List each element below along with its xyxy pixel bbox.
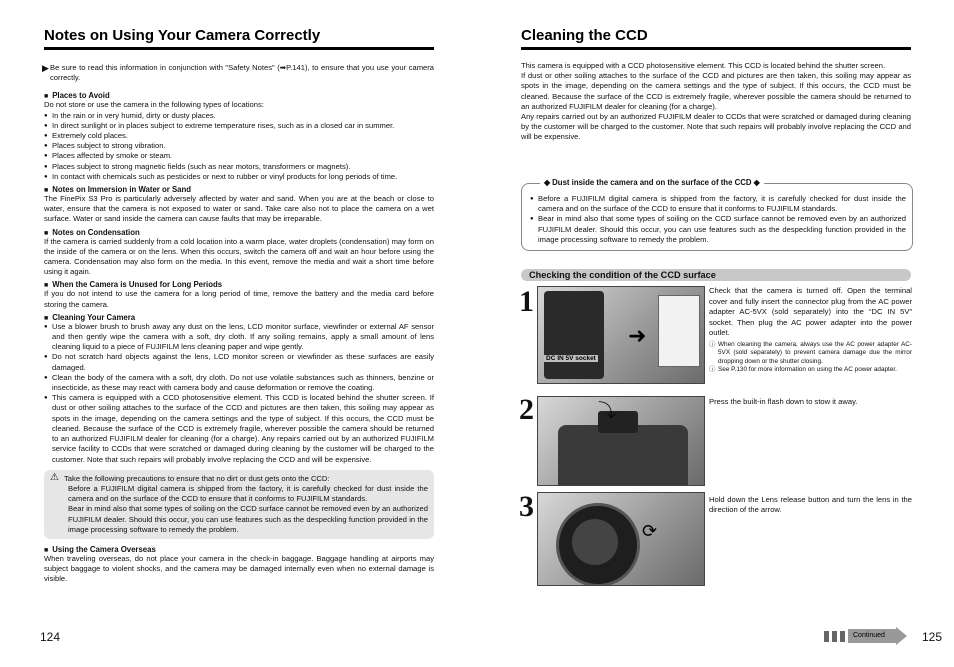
arrow-right-icon: ➜ — [628, 323, 647, 348]
caution-item: Before a FUJIFILM digital camera is shipped from the factory, it is carefully checked for dust inside the camera and on the surface of the CCD to ensure that it conforms to FUJIFILM standards. — [68, 483, 428, 504]
overseas-heading: ■ Using the Camera Overseas — [44, 545, 434, 554]
list-item: ● Places affected by smoke or steam. — [44, 151, 434, 161]
step-number: 2 — [519, 393, 534, 426]
diamond-icon: ◆ — [751, 178, 760, 187]
step1-note — [709, 341, 912, 366]
continued-text: Continued — [853, 632, 885, 639]
unused-heading: ■ When the Camera is Unused for Long Periods — [44, 280, 434, 289]
step1-note-text: See P.130 for more information on using the AC power adapter. — [718, 366, 897, 374]
step1-photo — [537, 286, 705, 384]
immersion-text: The FinePix S3 Pro is particularly adversely affected by water and sand. When you are at the beach or close to water, ensure that the camera is not exposed to water or sand. Take care also not to place the camera on a wet surface. Water or sand inside the camera can cause faults that may be irreparable. — [44, 194, 434, 224]
unused-text: If you do not intend to use the camera for a long period of time, remove the battery and the media card before storing the camera. — [44, 289, 434, 309]
step-number: 3 — [519, 490, 534, 523]
ccd-paragraph-2: If dust or other soiling attaches to the surface of the CCD and pictures are then taken, this soiling may appear as spots in the image, depending on the camera settings and the type of subject. If this occurs, the CCD must be cleaned. Because the surface of the CCD is extremely fragile, wherever possible the camera should be returned to an authorized FUJIFILM dealer for cleaning (for a charge). — [521, 71, 911, 111]
dust-heading — [540, 178, 764, 187]
left-title-rule — [44, 47, 434, 50]
arrow-icon: ▶ — [42, 63, 49, 73]
left-column — [44, 63, 434, 585]
arrow-rotate-icon: ⟳ — [642, 521, 658, 541]
dust-box — [521, 178, 913, 251]
caution-lead — [50, 471, 428, 484]
places-text: Do not store or use the camera in the following types of locations: — [44, 100, 264, 110]
dust-heading-text: Dust inside the camera and on the surface of the CCD — [552, 178, 752, 187]
step-number: 1 — [519, 285, 534, 318]
ccd-paragraph-1: This camera is equipped with a CCD photosensitive element. This CCD is located behind the shutter screen. — [521, 61, 886, 70]
lens-glass-shape — [572, 519, 618, 565]
camera-body-shape — [544, 291, 604, 379]
list-item: ● Clean the body of the camera with a soft, dry cloth. Do not use volatile substances such as thinners, benzine or insecticide, as these may react with camera body and cause deformation or remove the coating. — [44, 373, 434, 393]
step1-content — [709, 286, 912, 375]
intro-text: Be sure to read this information in conjunction with "Safety Notes" (➡P.141), to ensure that you use your camera correctly. — [50, 63, 434, 83]
diamond-icon: ◆ — [544, 178, 553, 187]
right-intro — [521, 61, 911, 143]
continued-block — [840, 631, 845, 642]
list-item: ● Do not scratch hard objects against the lens, LCD monitor screen or viewfinder as these surfaces are easily damaged. — [44, 352, 434, 372]
arrow-right-icon — [896, 627, 907, 645]
step2-text: Press the built-in flash down to stow it away. — [709, 397, 858, 406]
list-item: ● In direct sunlight or in places subject to extreme temperature rises, such as in a closed car in summer. — [44, 121, 434, 131]
list-item: ● This camera is equipped with a CCD photosensitive element. This CCD is located behind the shutter screen. If dust or other soiling attaches to the surface of the CCD and pictures are then taken, this soiling may appear as spots in the image, depending on the camera settings and the type of subject. If this occurs, the CCD must be cleaned. Because the surface of the CCD is extremely fragile, wherever possible the camera should be returned to an authorized FUJIFILM dealer for cleaning (for a charge). Any repairs carried out by an authorized FUJIFILM service facility to CCDs that were scratched or damaged during cleaning by the customer will be charged to the customer. Note that such repairs will probably involve replacing the CCD and will be expensive. — [44, 393, 434, 464]
caution-item: Bear in mind also that some types of soiling on the CCD surface cannot be removed even by an authorized FUJIFILM dealer. Should this occur, you can use features such as the despeckling function provided in the image processing software to remedy the problem. — [68, 504, 428, 534]
immersion-heading: ■ Notes on Immersion in Water or Sand — [44, 185, 434, 194]
warning-icon: ⚠ — [50, 471, 59, 483]
overseas-text: When traveling overseas, do not place your camera in the check-in baggage. Baggage handling at airports may subject baggage to violent shocks, and the camera may be damaged internally even when no external damage is visible. — [44, 553, 434, 584]
right-title-rule — [521, 47, 911, 50]
right-page-number: 125 — [922, 630, 943, 644]
condensation-text: If the camera is carried suddenly from a cold location into a warm place, water droplets (condensation) may form on the inside of the camera or on the lens. When this occurs, switch the camera off and wait an hour before using the camera. Condensation may also form on the media. In this event, remove the media and wait a short time before using it again. — [44, 236, 434, 277]
left-page-number: 124 — [40, 630, 61, 644]
step2-photo — [537, 396, 705, 486]
list-item: ● Places subject to strong vibration. — [44, 141, 434, 151]
step3-photo — [537, 492, 705, 586]
list-item: ● In the rain or in very humid, dirty or dusty places. — [44, 111, 434, 121]
cleaning-heading: ■ Cleaning Your Camera — [44, 313, 434, 322]
step3-text: Hold down the Lens release button and turn the lens in the direction of the arrow. — [709, 495, 912, 515]
caution-items — [50, 484, 428, 535]
ccd-paragraph-3: Any repairs carried out by an authorized FUJIFILM dealer to CCDs that were scratched or damaged during cleaning by the customer will be charged to the customer. Note that such repairs will probably involve replacing the CCD and will be expensive. — [521, 112, 911, 142]
dust-list — [530, 194, 906, 245]
step1-note-text: When cleaning the camera, always use the AC power adapter AC-5VX (sold separately) to prevent camera damage due the mirror dropping down or the shutter closing. — [718, 340, 912, 365]
continued-block — [824, 631, 829, 642]
intro-paragraph — [44, 63, 434, 83]
list-item: ● Places subject to strong magnetic fields (such as near motors, transformers or magnets). — [44, 162, 434, 172]
places-heading: ■ Places to Avoid — [44, 91, 434, 100]
list-item: ● In contact with chemicals such as pesticides or next to rubber or vinyl products for long periods of time. — [44, 172, 434, 182]
list-item: ● Extremely cold places. — [44, 131, 434, 141]
list-item: ● Use a blower brush to brush away any dust on the lens, LCD monitor surface, viewfinder or external AF sensor and then gently wipe the camera with a soft, dry cloth. If any soiling remains, apply a small amount of lens cleaning liquid to a piece of FUJIFILM lens cleaning paper and wipe gently. — [44, 322, 434, 353]
checking-bar: Checking the condition of the CCD surface — [521, 269, 911, 281]
left-page-title: Notes on Using Your Camera Correctly — [44, 27, 321, 44]
right-page-title: Cleaning the CCD — [521, 27, 648, 44]
step2-content — [709, 397, 912, 407]
caution-lead-text: Take the following precautions to ensure that no dirt or dust gets onto the CCD: — [64, 473, 330, 483]
step1-text: Check that the camera is turned off. Open the terminal cover and fully insert the connector plug from the AC power adapter AC-5VX (sold separately) into the “DC IN 5V” socket. Then plug the AC power adapter into the power outlet. — [709, 286, 912, 338]
power-outlet-shape — [658, 295, 700, 367]
list-item: ● Before a FUJIFILM digital camera is shipped from the factory, it is carefully checked for dust inside the camera and on the surface of the CCD to ensure that it conforms to FUJIFILM standards. — [530, 194, 906, 214]
condensation-heading: ■ Notes on Condensation — [44, 228, 434, 237]
continued-block — [832, 631, 837, 642]
caution-box — [44, 470, 434, 539]
continued-tab — [824, 627, 908, 643]
cleaning-list — [44, 322, 434, 465]
step3-content — [709, 495, 912, 515]
step1-note — [709, 366, 912, 374]
info-icon: ⓘ — [709, 340, 716, 348]
info-icon: ⓘ — [709, 366, 716, 374]
list-item: ● Bear in mind also that some types of soiling on the CCD surface cannot be removed even by an authorized FUJIFILM dealer. Should this occur, you can use features such as the despeckling function provided in the image processing software to remedy the problem. — [530, 214, 906, 245]
dc-in-caption: DC IN 5V socket — [546, 355, 596, 362]
camera-top-shape — [558, 425, 688, 485]
places-list — [44, 111, 434, 182]
arrow-down-icon: ⤵ — [598, 401, 616, 421]
